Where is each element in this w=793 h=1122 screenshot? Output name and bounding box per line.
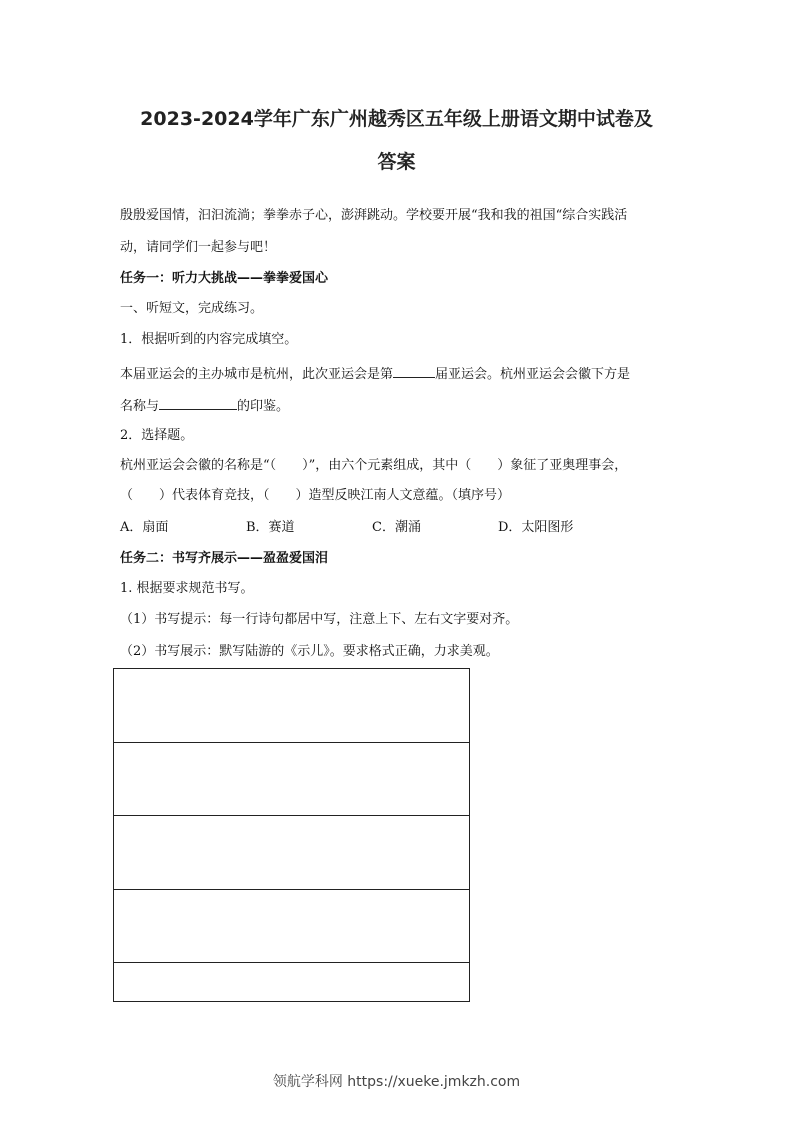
footer-watermark: 领航学科网 https://xueke.jmkzh.com (272, 1074, 521, 1090)
grid-divider (114, 889, 469, 890)
q1-text-b: 届亚运会。杭州亚运会会徽下方是 (435, 367, 631, 382)
grid-divider (114, 962, 469, 963)
task2-heading: 任务二：书写齐展示——盈盈爱国泪 (120, 551, 329, 566)
task2-hint1: （1）书写提示：每一行诗句都居中写，注意上下、左右文字要对齐。 (120, 612, 519, 627)
intro-line1: 殷殷爱国情，汩汩流淌；拳拳赤子心，澎湃跳动。学校要开展“我和我的祖国“综合实践活 (120, 208, 628, 223)
task1-q2-line1: 杭州亚运会会徽的名称是“（ ）”，由六个元素组成，其中（ ）象征了亚奥理事会， (120, 458, 628, 473)
option-b: B．赛道 (246, 520, 295, 535)
answer-blank-edition[interactable] (393, 363, 435, 378)
task2-hint2: （2）书写展示：默写陆游的《示儿》。要求格式正确，力求美观。 (120, 644, 499, 659)
writing-grid[interactable] (113, 668, 470, 1002)
option-d: D．太阳图形 (498, 520, 574, 535)
grid-divider (114, 815, 469, 816)
task1-q1-fill-line1 (120, 363, 630, 385)
grid-divider (114, 742, 469, 743)
task1-section: 一、听短文，完成练习。 (120, 301, 264, 316)
option-a: A．扇面 (120, 520, 169, 535)
q1-text-c: 名称与 (120, 399, 160, 414)
q1-text-a: 本届亚运会的主办城市是杭州，此次亚运会是第 (120, 367, 394, 382)
task1-q1-fill-line2 (120, 395, 289, 417)
q1-text-d: 的印鉴。 (237, 399, 290, 414)
intro-line2: 动，请同学们一起参与吧！ (120, 240, 277, 255)
page-title-line1: 2023-2024学年广东广州越秀区五年级上册语文期中试卷及 (140, 108, 653, 130)
task1-q1: 1．根据听到的内容完成填空。 (120, 332, 298, 347)
option-c: C．潮涌 (372, 520, 421, 535)
task2-q1: 1. 根据要求规范书写。 (120, 581, 254, 596)
task1-q2-line2: （ ）代表体育竞技，（ ）造型反映江南人文意蕴。（填序号） (120, 488, 511, 503)
task1-q2: 2．选择题。 (120, 428, 194, 443)
page-title-line2: 答案 (377, 151, 416, 173)
task1-heading: 任务一：听力大挑战——拳拳爱国心 (120, 271, 329, 286)
answer-blank-seal-name[interactable] (159, 395, 237, 410)
